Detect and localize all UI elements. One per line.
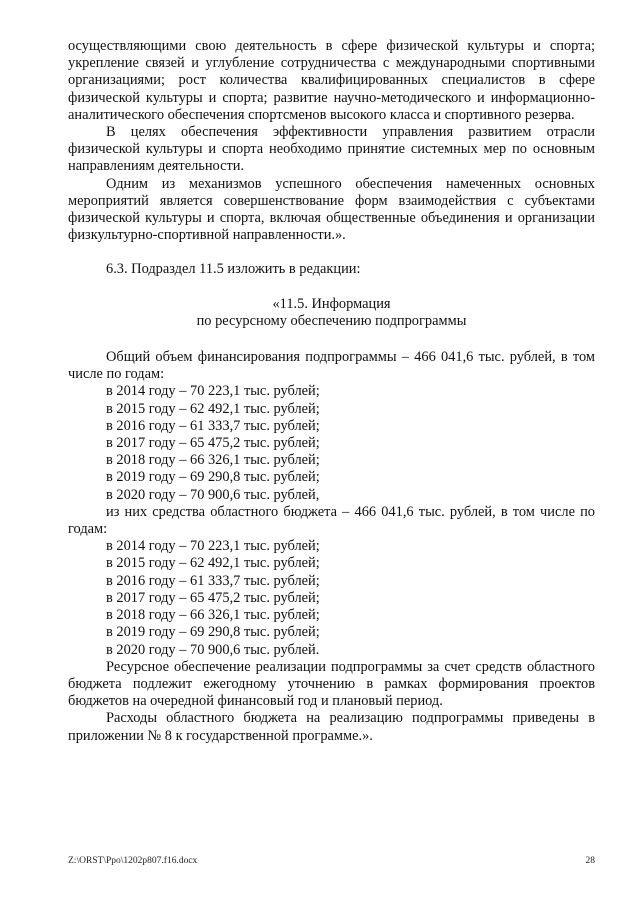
list-item: в 2017 году – 65 475,2 тыс. рублей; — [106, 589, 320, 606]
page-body — [68, 38, 595, 745]
list-item: в 2019 году – 69 290,8 тыс. рублей; — [106, 624, 320, 641]
expenses-paragraph: Расходы областного бюджета на реализацию подпрограммы приведены в приложении № 8 к государственной программе.». — [68, 710, 595, 744]
resource-provision-paragraph: Ресурсное обеспечение реализации подпрограммы за счет средств областного бюджета подлежит ежегодному уточнению в рамках формирования проектов бюджетов на очередной финансовый год и плановый период. — [68, 658, 595, 710]
intro-paragraph: осуществляющими свою деятельность в сфере физической культуры и спорта; укрепление связей и углубление сотрудничества с международными спортивными организациями; рост количества квалифицированных специалистов в сфере физической культуры и спорта; развитие научно-методического и информационно-аналитического обеспечения спортсменов высокого класса и спортивного резерва. — [68, 38, 595, 123]
list-item: в 2014 году – 70 223,1 тыс. рублей; — [106, 383, 320, 400]
list-item: в 2015 году – 62 492,1 тыс. рублей; — [106, 400, 320, 417]
list-item: в 2020 году – 70 900,6 тыс. рублей, — [106, 486, 320, 503]
regional-budget-paragraph: из них средства областного бюджета – 466 041,6 тыс. рублей, в том числе по годам: — [68, 503, 595, 538]
paragraph-mechanisms: Одним из механизмов успешного обеспечения намеченных основных мероприятий является совершенствование форм взаимодействия с субъектами физической культуры и спорта, включая общественные объединения и организации физкультурно-спортивной направленности.». — [68, 175, 595, 244]
list-item: в 2017 году – 65 475,2 тыс. рублей; — [106, 435, 320, 452]
paragraph-management: В целях обеспечения эффективности управления развитием отрасли физической культуры и спорта необходимо принятие системных мер по основным направлениям деятельности. — [68, 124, 595, 175]
list-item: в 2020 году – 70 900,6 тыс. рублей. — [106, 641, 320, 658]
total-funding-paragraph: Общий объем финансирования подпрограммы – 466 041,6 тыс. рублей, в том числе по годам: — [68, 349, 595, 383]
years-regional-list — [68, 538, 595, 658]
page-number: 28 — [585, 856, 595, 866]
years-total-list — [68, 383, 595, 503]
section-heading-line2: по ресурсному обеспечению подпрограммы — [196, 312, 467, 329]
list-item: в 2016 году – 61 333,7 тыс. рублей; — [106, 417, 320, 434]
list-item: в 2018 году – 66 326,1 тыс. рублей; — [106, 452, 320, 469]
list-item: в 2019 году – 69 290,8 тыс. рублей; — [106, 469, 320, 486]
list-item: в 2016 году – 61 333,7 тыс. рублей; — [106, 572, 320, 589]
file-path: Z:\ORST\Ppo\1202p807.f16.docx — [68, 856, 198, 866]
list-item: в 2018 году – 66 326,1 тыс. рублей; — [106, 607, 320, 624]
section-item-6-3: 6.3. Подраздел 11.5 изложить в редакции: — [106, 261, 361, 278]
list-item: в 2015 году – 62 492,1 тыс. рублей; — [106, 555, 320, 572]
section-heading-line1: «11.5. Информация — [272, 295, 391, 312]
list-item: в 2014 году – 70 223,1 тыс. рублей; — [106, 538, 320, 555]
